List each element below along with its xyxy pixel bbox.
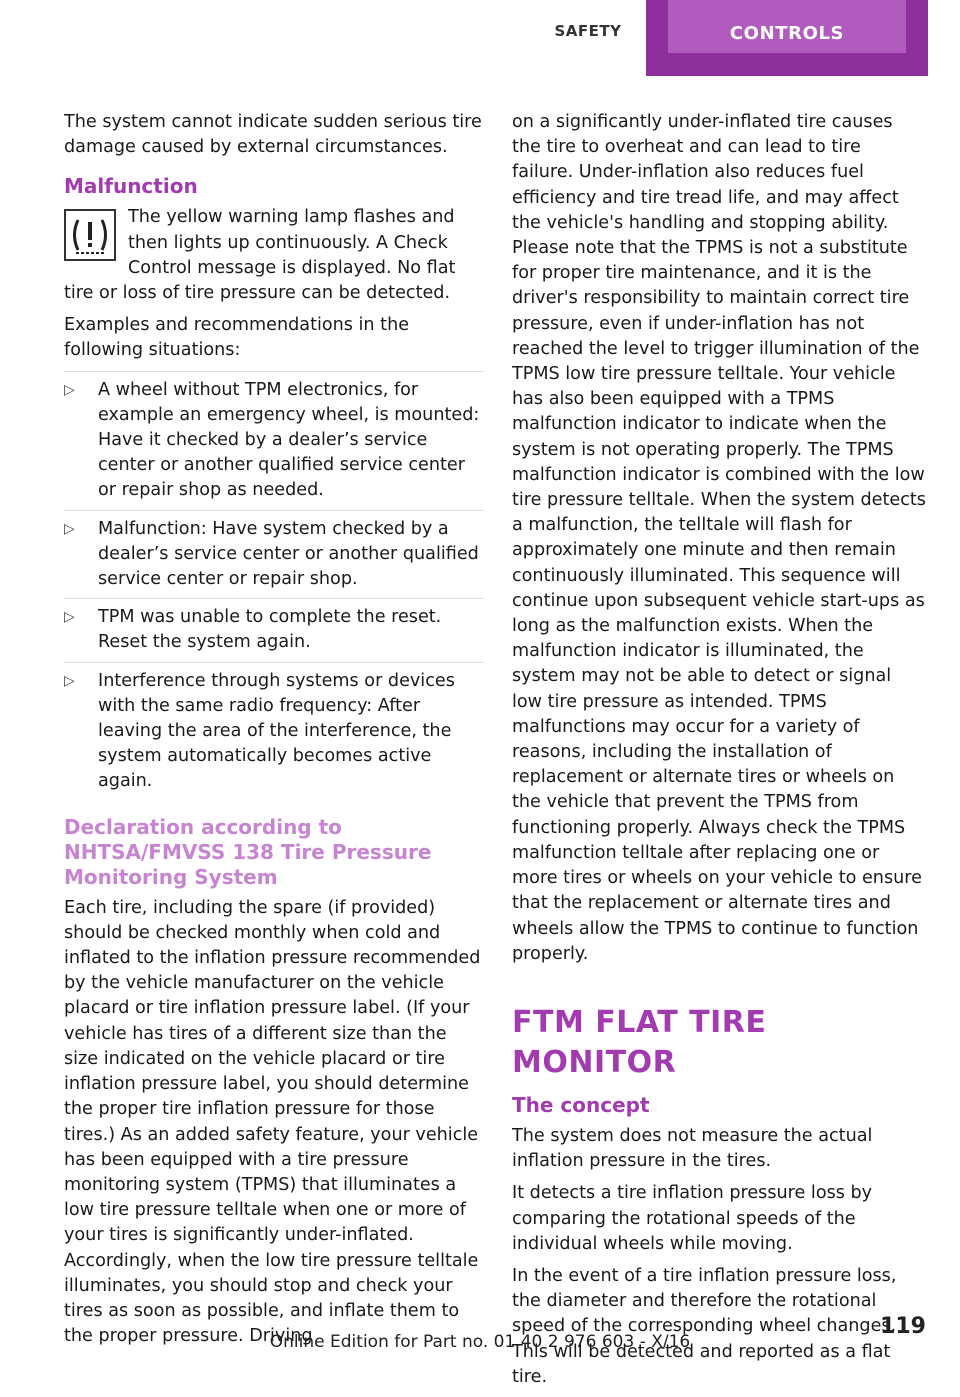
list-item	[64, 599, 484, 662]
list-item	[64, 663, 484, 801]
list-item	[64, 511, 484, 600]
concept-paragraph-3: In the event of a tire inflation pressure loss, the diameter and therefore the rotational speed of the corresponding wheel changes. This will be detected and reported as a flat tire.	[512, 1265, 897, 1387]
list-item-text: Interference through systems or devices with the same radio frequency: After leaving the area of the interference, the system automatically becomes active again.	[98, 670, 455, 792]
declaration-paragraph: Each tire, including the spare (if provided) should be checked monthly when cold and inflated to the inflation pressure recommended by the vehicle manufacturer on the vehicle placard or tire inflation pressure label. (If your vehicle has tires of a different size than the size indicated on the vehicle placard or tire inflation pressure label, you should determine the proper tire inflation pressure for those tires.) As an added safety feature, your vehicle has been equipped with a tire pressure monitoring system (TPMS) that illuminates a low tire pressure telltale when one or more of your tires is significantly under-inflated. Accordingly, when the low tire pressure telltale illuminates, you should stop and check your tires as soon as possible, and inflate them to the proper pressure. Driving	[64, 897, 481, 1347]
list-item-text: TPM was unable to complete the reset. Reset the system again.	[98, 607, 442, 653]
right-column	[512, 110, 926, 1397]
triangle-bullet-icon: ▷	[64, 520, 75, 537]
declaration-heading: Declaration according to NHTSA/FMVSS 138 Tire Pressure Monitoring System	[64, 814, 432, 889]
section-title: FTM FLAT TIRE MONITOR	[512, 1004, 767, 1080]
list-item-text: Malfunction: Have system checked by a dealer’s service center or another qualified service center or repair shop.	[98, 518, 479, 590]
chapter-tabs	[0, 0, 960, 78]
tire-pressure-warning-icon	[64, 209, 116, 261]
triangle-bullet-icon: ▷	[64, 381, 75, 398]
left-column	[64, 110, 484, 1356]
list-item-text: A wheel without TPM electronics, for example an emergency wheel, is mounted: Have it checked by a dealer’s service center or another qualified service center or repair shop as needed.	[98, 379, 480, 501]
situations-list	[64, 371, 484, 801]
concept-paragraph-2: It detects a tire inflation pressure loss by comparing the rotational speeds of the individual wheels while moving.	[512, 1183, 873, 1254]
malfunction-block	[64, 205, 484, 306]
tab-controls-label: CONTROLS	[668, 0, 906, 53]
malfunction-text: The yellow warning lamp flashes and then lights up continuously. A Check Control message is displayed. No flat tire or loss of tire pressure can be detected.	[64, 207, 456, 304]
page-number: 119	[880, 1314, 926, 1339]
triangle-bullet-icon: ▷	[64, 672, 75, 689]
malfunction-heading: Malfunction	[64, 174, 198, 199]
declaration-continued-paragraph: on a significantly under-inflated tire causes the tire to overheat and can lead to tire failure. Under-inflation also reduces fuel efficiency and tire tread life, and may affect the vehicle's handling and stopping ability. Please note that the TPMS is not a substitute for proper tire maintenance, and it is the driver's responsibility to maintain correct tire pressure, even if under-inflation has not reached the level to trigger illumination of the TPMS low tire pressure telltale. Your vehicle has also been equipped with a TPMS malfunction indicator to indicate when the system is not operating properly. The TPMS malfunction indicator is combined with the low tire pressure telltale. When the system detects a malfunction, the telltale will flash for approximately one minute and then remain continuously illuminated. This sequence will continue upon subsequent vehicle start-ups as long as the malfunction exists. When the malfunction indicator is illuminated, the system may not be able to detect or signal low tire pressure as intended. TPMS malfunctions may occur for a variety of reasons, including the installation of replacement or alternate tires or wheels on the vehicle that prevent the TPMS from functioning properly. Always check the TPMS malfunction telltale after replacing one or more tires or wheels on your vehicle to ensure that the replacement or alternate tires and wheels allow the TPMS to continue to function properly.	[512, 112, 926, 964]
page-footer	[0, 1314, 960, 1362]
intro-paragraph: The system cannot indicate sudden serious tire damage caused by external circumstances.	[64, 112, 482, 158]
triangle-bullet-icon: ▷	[64, 609, 75, 626]
examples-paragraph: Examples and recommendations in the following situations:	[64, 315, 410, 361]
tab-controls[interactable]	[646, 0, 928, 76]
concept-heading: The concept	[512, 1092, 650, 1117]
concept-paragraph-1: The system does not measure the actual inflation pressure in the tires.	[512, 1125, 873, 1172]
tab-safety[interactable]: SAFETY	[554, 22, 622, 40]
edition-text: Online Edition for Part no. 01 40 2 976 603 - X/16	[269, 1332, 691, 1352]
list-item	[64, 371, 484, 511]
